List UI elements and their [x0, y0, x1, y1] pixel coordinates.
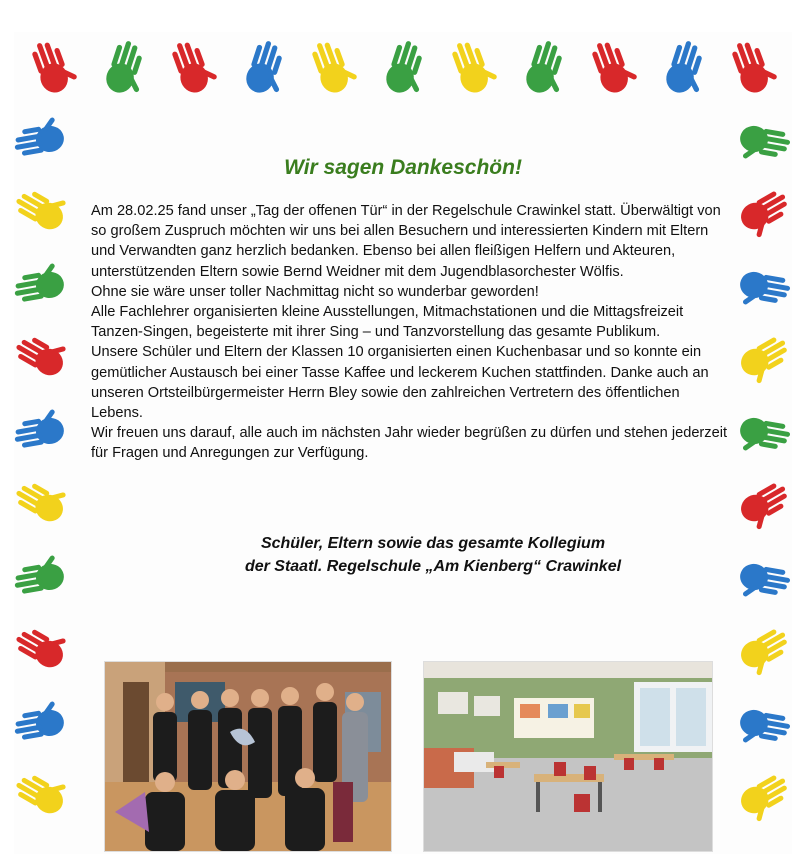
paragraph-2: Ohne sie wäre unser toller Nachmittag nicht so wunderbar geworden! — [91, 283, 539, 300]
handprint-icon — [28, 35, 80, 97]
handprint-icon — [736, 771, 797, 826]
paragraph-5: Wir freuen uns darauf, alle auch im nächsten Jahr wieder begrüßen zu dürfen und stehen jederzeit für Fragen und Anregungen zur Verfügung. — [91, 425, 728, 462]
handprint-icon — [523, 38, 574, 99]
handprint-icon — [736, 625, 797, 680]
signature-line-1: Schüler, Eltern sowie das gesamte Kollegium — [260, 535, 606, 552]
handprint-icon — [12, 325, 73, 380]
handprint-icon — [588, 35, 640, 97]
handprint-icon — [736, 333, 797, 388]
group-photo-image — [105, 662, 391, 851]
handprint-icon — [243, 38, 294, 99]
handprint-icon — [448, 35, 500, 97]
signature — [0, 532, 806, 578]
handprint-icon — [12, 471, 73, 526]
handprint-icon — [168, 35, 220, 97]
handprint-icon — [12, 763, 73, 818]
body-text — [91, 201, 731, 464]
handprint-icon — [308, 35, 360, 97]
handprint-icon — [12, 179, 73, 234]
classroom-photo — [423, 661, 713, 852]
handprint-icon — [11, 261, 66, 304]
signature-line-2: der Staatl. Regelschule „Am Kienberg“ Crawinkel — [244, 558, 622, 575]
handprint-icon — [737, 270, 792, 313]
handprint-icon — [663, 38, 714, 99]
handprint-icon — [737, 708, 792, 751]
handprint-icon — [736, 187, 797, 242]
handprint-icon — [736, 479, 797, 534]
handprint-icon — [383, 38, 434, 99]
paragraph-3: Alle Fachlehrer organisierten kleine Ausstellungen, Mitmachstationen und die Mittagsfreizeit Tanzen-Singen, begeisterte mit ihrer Sing – und Tanzvorstellung das gesamte Publikum. — [91, 304, 684, 341]
page-title: Wir sagen Dankeschön! — [284, 156, 522, 179]
classroom-photo-image — [424, 662, 712, 851]
handprint-icon — [728, 35, 780, 97]
paragraph-4: Unsere Schüler und Eltern der Klassen 10 organisierten einen Kuchenbasar und so konnte ein gemütlicher Austausch bei einer Tasse Kaffee und leckerem Kuchen stattfinden. Danke auch an unseren Ortsteilbürgermeister Herrn Bley sowie den zahlreichen Vertretern des öffentlichen Lebens. — [91, 344, 709, 422]
handprint-icon — [11, 699, 66, 742]
handprint-icon — [103, 38, 154, 99]
group-photo — [104, 661, 392, 852]
handprint-icon — [11, 115, 66, 158]
handprint-icon — [737, 416, 792, 459]
handprint-icon — [12, 617, 73, 672]
paragraph-1: Am 28.02.25 fand unser „Tag der offenen Tür“ in der Regelschule Crawinkel statt. Überwältigt von so großem Zuspruch möchten wir uns bei allen Besuchern und interessierten Kindern mit Eltern und Verwandten ganz herzlich bedanken. Ebenso bei allen fleißigen Helfern und Akteuren, unterstützenden Eltern sowie Bernd Weidner mit dem Jugendblasorchester Wölfis. — [91, 203, 721, 280]
handprint-icon — [11, 407, 66, 450]
